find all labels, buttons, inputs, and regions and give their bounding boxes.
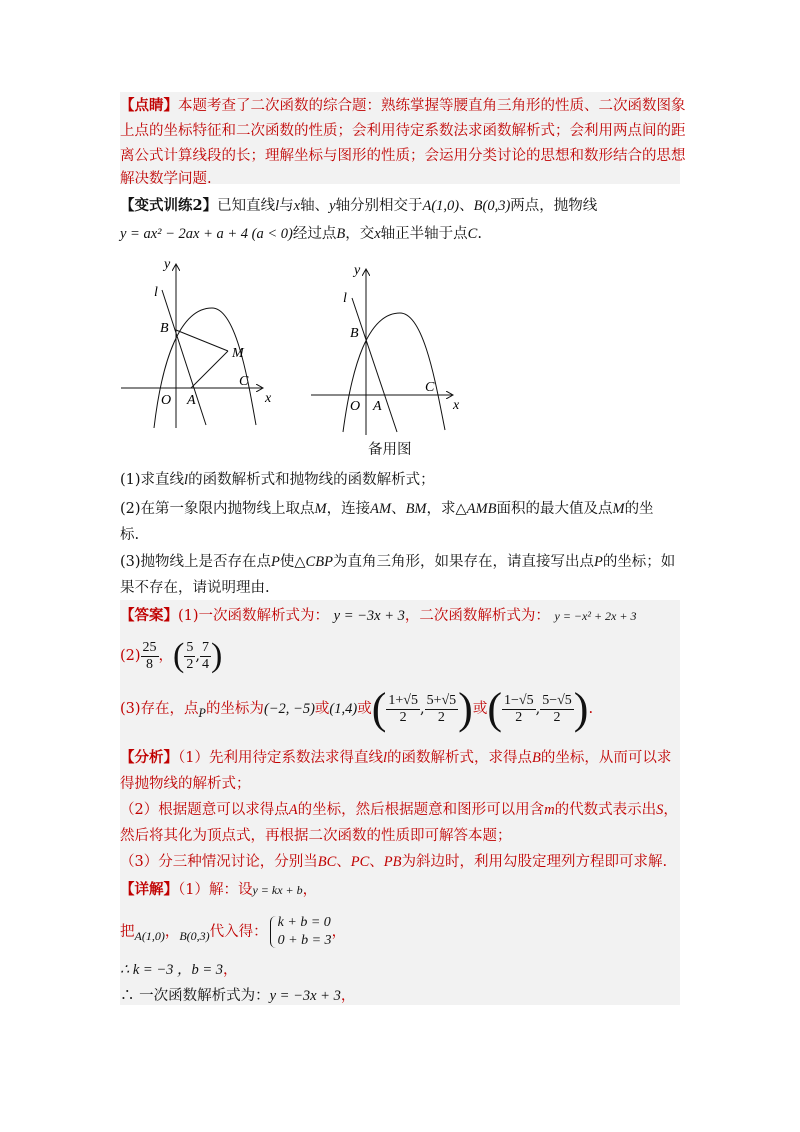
detail-tag: 【详解】 — [120, 881, 178, 898]
point-m: M — [612, 501, 625, 517]
fig2-label-l: l — [343, 291, 347, 306]
separator: ， — [158, 648, 174, 664]
answer-line-2 — [120, 636, 222, 676]
p-coordinate-1: (−2, −5) — [263, 701, 315, 717]
fig1-label-a: A — [187, 393, 196, 408]
answer-text: (1)一次函数解析式为： — [178, 608, 330, 624]
fraction-denominator: 2 — [399, 709, 407, 725]
point-c-label: C — [467, 226, 478, 242]
separator: ， — [164, 924, 180, 940]
point-p: P — [198, 705, 206, 720]
point-m-coordinates: ( $\frac{5}{2}$ , $\frac{7}{4}$ ) — [173, 637, 223, 674]
question-2-cont: 标. — [120, 527, 140, 543]
dianjing-line-1 — [120, 96, 686, 116]
problem-text: 与 — [279, 198, 294, 214]
answer-line-3 — [120, 684, 593, 738]
fraction-numerator: 1+√5 — [388, 692, 418, 708]
problem-line-2 — [120, 224, 482, 244]
fraction-numerator: 7 — [201, 639, 209, 655]
segment-pc: PC — [350, 854, 370, 870]
detail-text: 把 — [120, 924, 135, 940]
analysis-text: 的坐标，然后根据题意和图形可以用含 — [297, 802, 545, 818]
detail-text: ∴ 一次函数解析式为： — [120, 988, 270, 1004]
point-b: B(0,3) — [473, 198, 511, 214]
or-text: 或 — [357, 701, 372, 717]
question-text: 使 — [279, 554, 295, 570]
question-text: 的函数解析式和抛物线的函数解析式； — [188, 472, 435, 488]
problem-tag: 【变式训练2】 — [120, 197, 218, 214]
equation-2: 0 + b = 3 — [277, 933, 332, 948]
linear-equation: y = −3x + 3 — [269, 988, 341, 1004]
line-l-symbol: l — [275, 198, 280, 214]
dianjing-line-2: 上点的坐标特征和二次函数的性质；会利用待定系数法求函数解析式；会利用两点间的距 — [120, 123, 686, 139]
detail-text: 代入得： — [209, 924, 268, 940]
segment-am: AM — [370, 501, 392, 517]
problem-text: 轴、 — [300, 198, 330, 214]
question-text: 的坐 — [624, 501, 654, 517]
separator: ， — [331, 924, 347, 940]
problem-text: . — [477, 226, 482, 242]
analysis-text: （3）分三种情况讨论，分别当 — [120, 854, 318, 870]
detail-line-4 — [120, 986, 355, 1006]
p-coordinate-2: (1,4) — [329, 701, 358, 717]
separator: ， — [340, 988, 356, 1004]
fig1-label-x: x — [265, 391, 272, 406]
detail-line-2 — [120, 912, 346, 956]
question-text: 为直角三角形，如果存在，请直接写出点 — [332, 554, 594, 570]
line-l-symbol: l — [184, 472, 189, 488]
fig1-segment-am — [191, 351, 228, 388]
question-text: (3)抛物线上是否存在点 — [120, 554, 272, 570]
fig1-label-m: M — [232, 346, 244, 361]
x-symbol: x — [374, 226, 381, 242]
answer-text: 的坐标为 — [205, 701, 264, 717]
segment-pb: PB — [383, 854, 402, 870]
analysis-text: 为斜边时，利用勾股定理列方程即可求解. — [401, 854, 668, 870]
dianjing-text: 本题考查了二次函数的综合题：熟练掌握等腰直角三角形的性质、二次函数图象 — [178, 98, 686, 114]
analysis-line-4: 然后将其化为顶点式，再根据二次函数的性质即可解答本题； — [120, 828, 512, 844]
x-symbol: x — [293, 198, 301, 214]
analysis-line-1 — [120, 748, 671, 768]
analysis-tag: 【分析】 — [120, 749, 178, 766]
question-text: ，连接 — [326, 501, 371, 517]
question-2 — [120, 499, 654, 519]
point-p: P — [271, 554, 280, 570]
answer-label: (2) — [120, 648, 141, 664]
dianjing-line-3: 离公式计算线段的长；理解坐标与图形的性质；会运用分类讨论的思想和数形结合的思想 — [120, 148, 686, 164]
answer-text: (3)存在，点 — [120, 701, 199, 717]
fig1-label-o: O — [161, 393, 172, 408]
analysis-text: 的坐标，从而可以求 — [540, 750, 672, 766]
linear-form: y = kx + b — [252, 883, 303, 897]
p-coordinate-3: ( $\frac{1+√5}{2}$ , $\frac{5+√5}{2}$ ) — [371, 684, 473, 733]
fig1-label-l: l — [154, 285, 158, 300]
analysis-text: （2）根据题意可以求得点 — [120, 802, 289, 818]
p-coordinate-4: ( $\frac{1-√5}{2}$ , $\frac{5-√5}{2}$ ) — [487, 684, 589, 733]
segment-bm: BM — [405, 501, 427, 517]
fraction-denominator: 2 — [515, 709, 523, 725]
analysis-line-2: 得抛物线的解析式； — [120, 776, 251, 792]
fig1-segment-bm — [176, 330, 228, 351]
point-m: M — [314, 501, 327, 517]
separator: 、 — [459, 198, 474, 214]
fraction-numerator: 25 — [142, 639, 157, 655]
fig2-label-b: B — [350, 326, 359, 341]
point-a: A(1,0) — [422, 198, 460, 214]
analysis-line-5 — [120, 852, 667, 872]
or-text: 或 — [314, 701, 330, 717]
fraction-numerator: 1−√5 — [503, 692, 534, 708]
fraction-numerator: 5+√5 — [426, 692, 457, 708]
problem-text: 已知直线 — [217, 198, 276, 214]
fig2-label-o: O — [350, 399, 361, 414]
problem-text: 两点，抛物线 — [510, 198, 598, 214]
point-a: A(1,0) — [134, 928, 165, 943]
fig1-parabola — [154, 308, 256, 428]
analysis-line-3 — [120, 800, 678, 820]
linear-equation: y = −3x + 3 — [333, 608, 405, 624]
detail-line-1 — [120, 880, 317, 900]
fraction-denominator: 2 — [553, 709, 561, 725]
fraction-denominator: 2 — [186, 656, 194, 672]
question-text: 的坐标；如 — [602, 554, 676, 570]
fig1-label-y: y — [164, 257, 171, 272]
separator: ， — [663, 802, 678, 818]
question-1 — [120, 470, 435, 490]
separator: ， — [302, 882, 318, 898]
fig1-label-c: C — [239, 374, 249, 389]
problem-line-1 — [120, 196, 597, 216]
dianjing-tag: 【点睛】 — [120, 97, 178, 114]
question-3 — [120, 552, 675, 572]
fig1-label-b: B — [160, 321, 169, 336]
or-text: 或 — [472, 701, 488, 717]
equation-system — [268, 914, 332, 950]
answer-tag: 【答案】 — [120, 607, 178, 624]
question-3-cont: 果不存在，请说明理由. — [120, 580, 270, 596]
line-l-symbol: l — [382, 750, 388, 766]
problem-text: ，交 — [345, 226, 375, 242]
analysis-text: 的代数式表示出 — [554, 802, 657, 818]
problem-text: 轴正半轴于点 — [380, 226, 468, 242]
answer-text: ，二次函数解析式为： — [404, 608, 550, 624]
figure-1 — [110, 250, 290, 430]
question-text: (1)求直线 — [120, 472, 185, 488]
fraction-numerator: 5 — [186, 639, 194, 655]
variable-s: S — [656, 802, 664, 818]
point-p: P — [593, 554, 603, 570]
triangle-cbp: △CBP — [294, 554, 333, 570]
question-text: (2)在第一象限内抛物线上取点 — [120, 501, 315, 517]
separator: 、 — [336, 854, 351, 870]
separator: ， — [223, 962, 238, 978]
fig2-label-a: A — [373, 399, 382, 414]
fig2-label-x: x — [453, 398, 460, 413]
equation-1: k + b = 0 — [277, 915, 331, 930]
separator: 、 — [391, 501, 406, 517]
answer-line-1 — [120, 606, 636, 626]
max-area-fraction — [141, 640, 159, 673]
quadratic-equation: y = −x² + 2x + 3 — [554, 609, 637, 623]
fraction-denominator: 4 — [201, 656, 209, 672]
figure-caption: 备用图 — [368, 442, 412, 458]
point-b-label: B — [336, 226, 346, 242]
question-text: 面积的最大值及点 — [496, 501, 613, 517]
figure-2 — [300, 255, 470, 435]
point-a: A — [288, 802, 298, 818]
point-b: B(0,3) — [179, 928, 210, 943]
problem-text: 经过点 — [292, 226, 337, 242]
analysis-text: （1）先利用待定系数法求得直线 — [178, 750, 383, 766]
question-text: ，求 — [426, 501, 456, 517]
problem-text: 轴分别相交于 — [335, 198, 423, 214]
parabola-equation: y = ax² − 2ax + a + 4 (a < 0) — [120, 226, 293, 242]
variable-m: m — [544, 802, 555, 818]
triangle-amb: △AMB — [455, 501, 497, 517]
y-symbol: y — [329, 198, 336, 214]
period: . — [588, 701, 594, 717]
detail-text: （1）解：设 — [178, 882, 253, 898]
detail-line-3 — [120, 960, 238, 980]
segment-bc: BC — [317, 854, 337, 870]
k-b-values: ∴ k = −3 ，b = 3 — [120, 962, 224, 978]
fig2-label-y: y — [354, 263, 361, 278]
fraction-denominator: 8 — [146, 656, 154, 672]
dianjing-line-4: 解决数学问题. — [120, 171, 212, 187]
fraction-numerator: 5−√5 — [542, 692, 572, 708]
analysis-text: 的函数解析式，求得点 — [387, 750, 533, 766]
separator: 、 — [369, 854, 384, 870]
point-b: B — [532, 750, 541, 766]
fig2-label-c: C — [425, 380, 435, 395]
fraction-denominator: 2 — [437, 709, 445, 725]
